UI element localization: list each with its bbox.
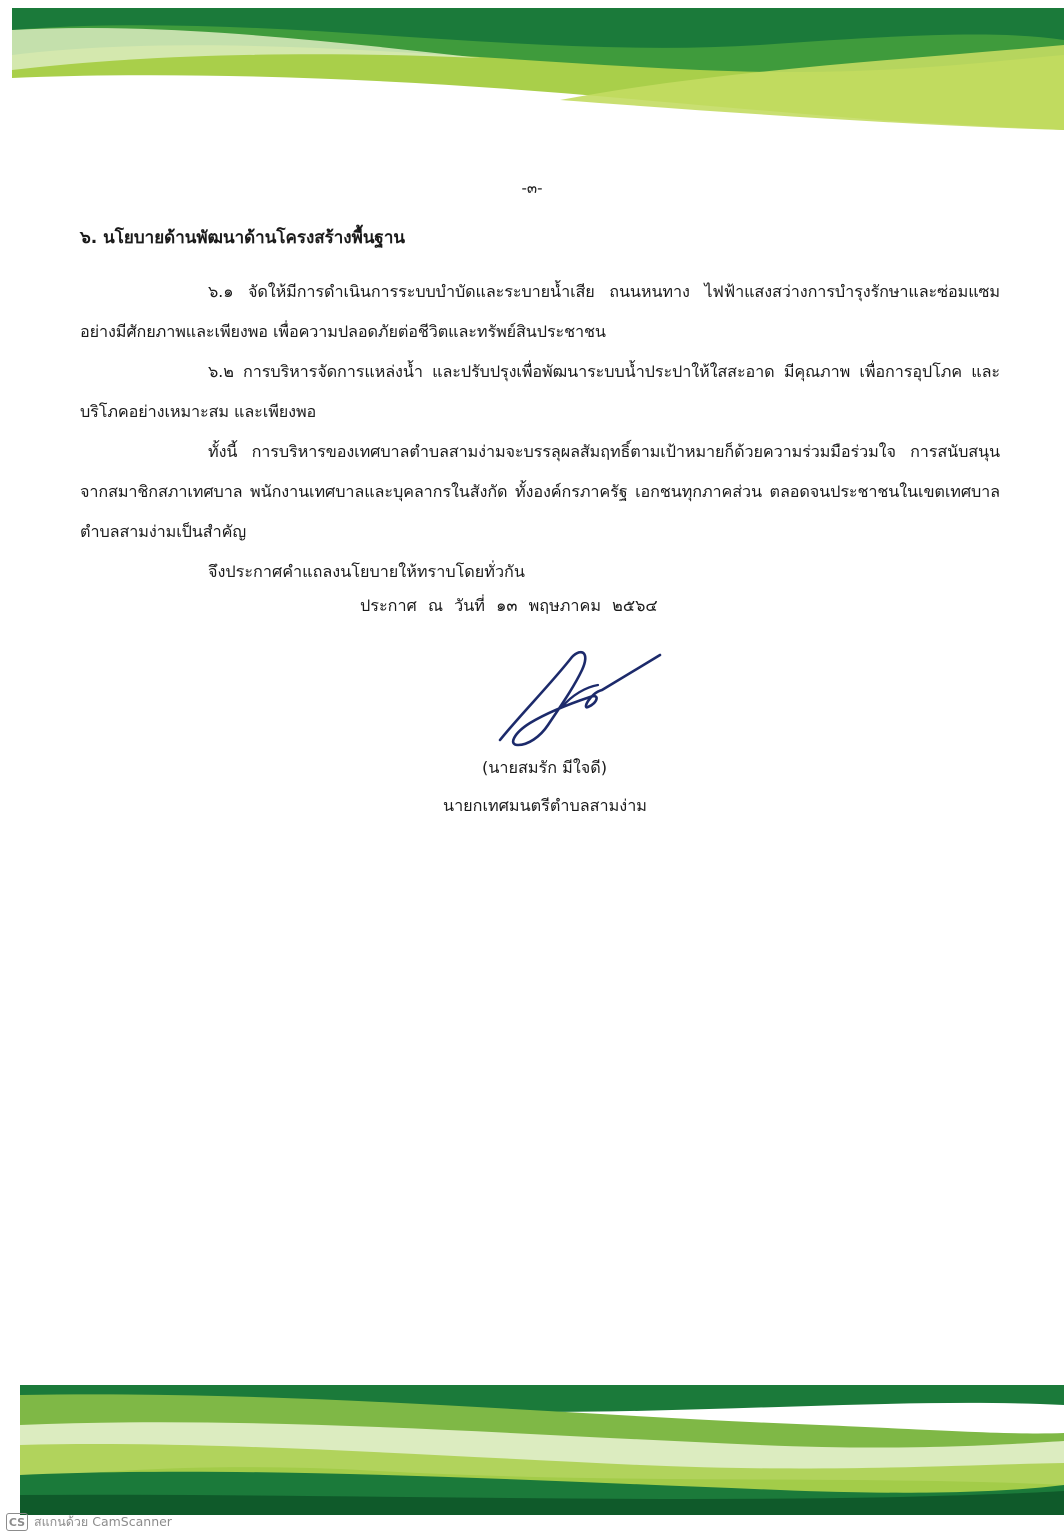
section-heading: ๖. นโยบายด้านพัฒนาด้านโครงสร้างพื้นฐาน bbox=[80, 228, 405, 248]
document-body bbox=[80, 222, 1000, 592]
camscanner-text: สแกนด้วย CamScanner bbox=[34, 1514, 172, 1529]
handwritten-signature bbox=[490, 645, 670, 755]
bottom-decorative-banner bbox=[0, 1385, 1064, 1515]
camscanner-watermark bbox=[6, 1510, 172, 1534]
paragraph-conclusion: ทั้งนี้ การบริหารของเทศบาลตำบลสามง่ามจะบรรลุผลสัมฤทธิ์ตามเป้าหมายก็ด้วยความร่วมมือร่วมใจ การสนับสนุนจากสมาชิกสภาเทศบาล พนักงานเทศบาลและบุคลากรในสังกัด ทั้งองค์กรภาครัฐ เอกชนทุกภาคส่วน ตลอดจนประชาชนในเขตเทศบาลตำบลสามง่ามเป็นสำคัญ bbox=[80, 442, 1000, 541]
signer-title: นายกเทศมนตรีตำบลสามง่าม bbox=[443, 796, 647, 815]
signer-name: (นายสมรัก มีใจดี) bbox=[482, 758, 608, 777]
camscanner-logo-icon: CS bbox=[6, 1513, 28, 1531]
top-decorative-banner bbox=[0, 0, 1064, 135]
closing-statement: จึงประกาศคำแถลงนโยบายให้ทราบโดยทั่วกัน bbox=[208, 562, 525, 581]
announcement-date: ประกาศ ณ วันที่ ๑๓ พฤษภาคม ๒๕๖๔ bbox=[360, 596, 658, 615]
paragraph-6-2: ๖.๒ การบริหารจัดการแหล่งน้ำ และปรับปรุงเพื่อพัฒนาระบบน้ำประปาให้ใสสะอาด มีคุณภาพ เพื่อการอุปโภค และบริโภคอย่างเหมาะสม และเพียงพอ bbox=[80, 362, 1000, 421]
page-number: -๓- bbox=[521, 179, 543, 197]
paragraph-6-1: ๖.๑ จัดให้มีการดำเนินการระบบบำบัดและระบายน้ำเสีย ถนนหนทาง ไฟฟ้าแสงสว่างการบำรุงรักษาและซ่อมแซมอย่างมีศักยภาพและเพียงพอ เพื่อความปลอดภัยต่อชีวิตและทรัพย์สินประชาชน bbox=[80, 282, 1000, 341]
